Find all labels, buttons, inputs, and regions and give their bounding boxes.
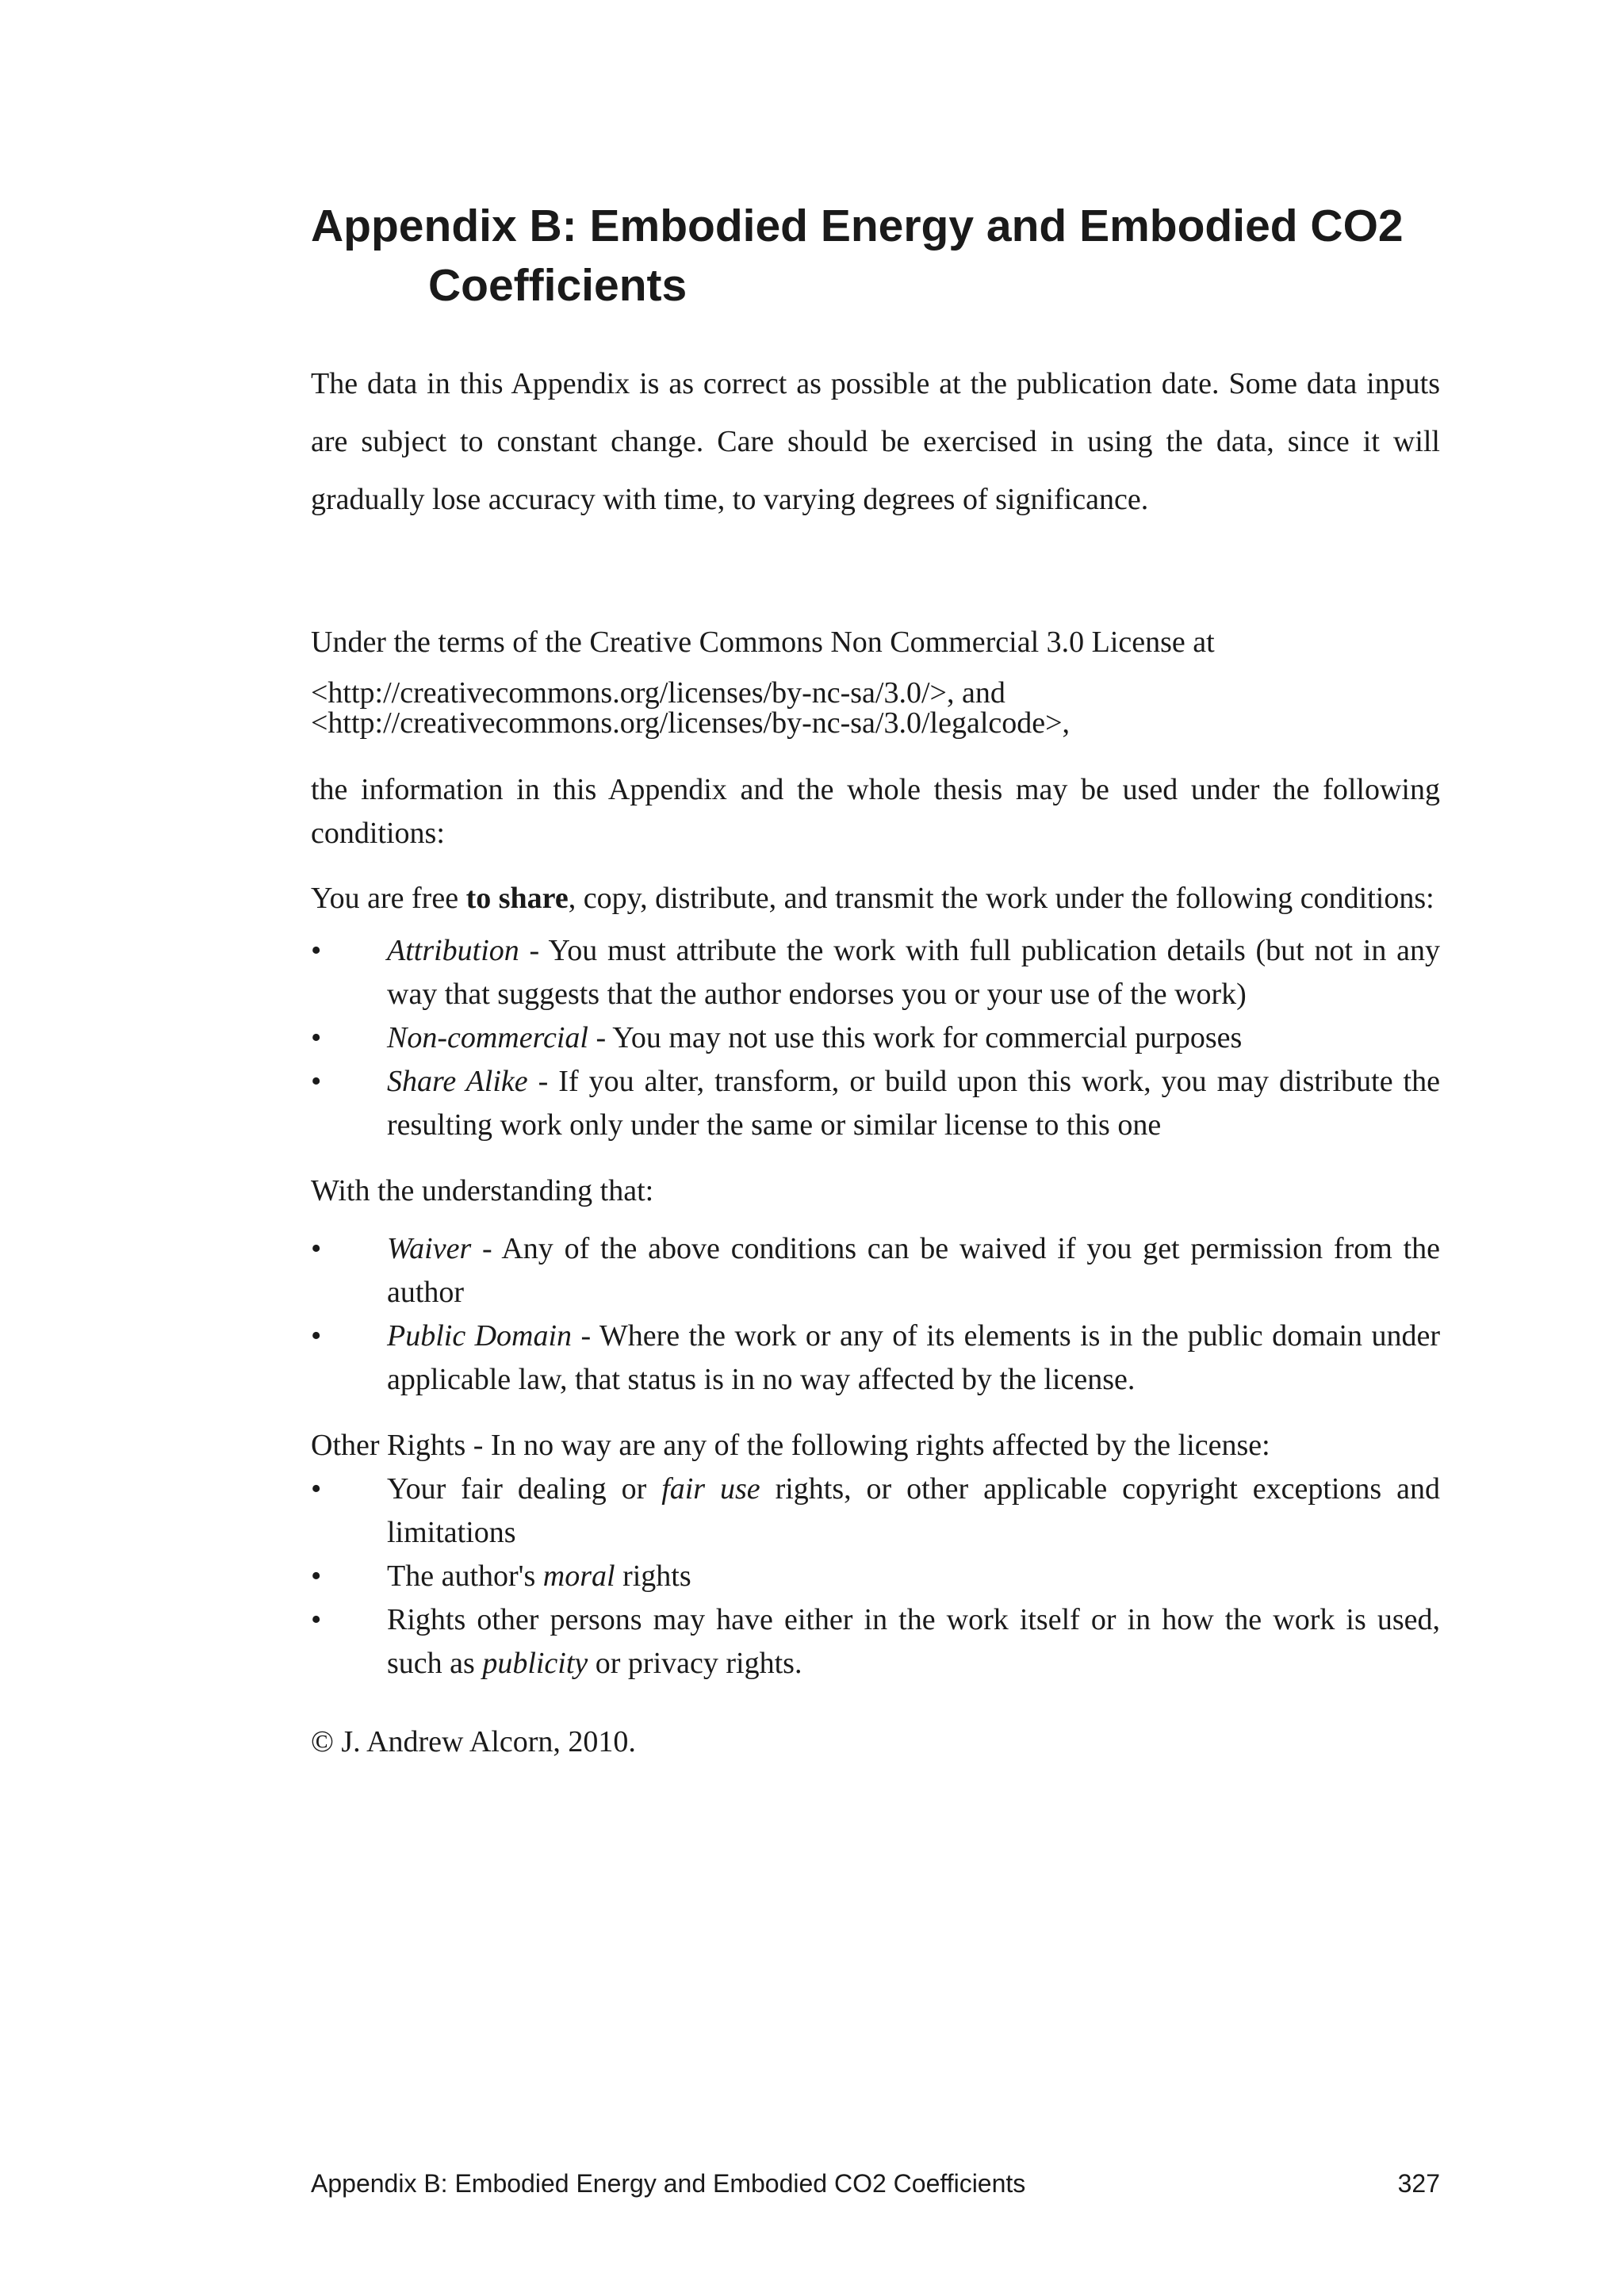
- right-pre: The author's: [387, 1559, 543, 1593]
- condition-term: Non-commercial: [387, 1021, 588, 1054]
- condition-text: - You must attribute the work with full publication details (but not in any way that suggests that the author endorses you or your use of the work): [387, 934, 1440, 1011]
- list-item: [311, 1468, 1440, 1555]
- condition-text: - If you alter, transform, or build upon this work, you may distribute the resulting work only under the same or similar license to this one: [387, 1065, 1440, 1142]
- license-url-1[interactable]: <http://creativecommons.org/licenses/by-nc-sa/3.0/>, and: [311, 676, 1005, 710]
- bullet: •: [311, 1603, 322, 1636]
- footer-title: Appendix B: Embodied Energy and Embodied CO2 Coefficients: [311, 2169, 1026, 2198]
- right-em: publicity: [482, 1647, 588, 1680]
- condition-term: Share Alike: [387, 1065, 528, 1098]
- understanding-text: - Any of the above conditions can be waived if you get permission from the author: [387, 1232, 1440, 1309]
- bullet: •: [311, 1559, 322, 1593]
- free-prefix: You are free: [311, 882, 466, 915]
- right-em: fair use: [661, 1472, 760, 1506]
- license-terms: Under the terms of the Creative Commons Non Commercial 3.0 License at: [311, 626, 1215, 659]
- list-item: [311, 1555, 1440, 1598]
- page-number: 327: [1397, 2169, 1440, 2198]
- understanding-term: Public Domain: [387, 1319, 573, 1353]
- understanding-text: - Where the work or any of its elements is in the public domain under applicable law, that status is in no way affected by the license.: [387, 1319, 1440, 1396]
- license-url-2[interactable]: <http://creativecommons.org/licenses/by-nc-sa/3.0/legalcode>,: [311, 706, 1071, 740]
- bullet: •: [311, 1021, 322, 1054]
- right-pre: Your fair dealing or: [387, 1472, 662, 1506]
- bullet: •: [311, 1319, 322, 1353]
- condition-term: Attribution: [387, 934, 519, 967]
- bullet: •: [311, 1065, 322, 1098]
- bullet: •: [311, 934, 322, 967]
- list-item: [311, 1314, 1440, 1402]
- bullet: •: [311, 1232, 322, 1265]
- list-item: [311, 1598, 1440, 1686]
- free-bold: to share: [465, 882, 569, 915]
- list-item: [311, 1227, 1440, 1314]
- list-item: [311, 1016, 1440, 1060]
- other-rights-list: [311, 1468, 1440, 1686]
- right-post: rights: [615, 1559, 691, 1593]
- license-urls: [311, 678, 1440, 738]
- bullet: •: [311, 1472, 322, 1506]
- free-suffix: , copy, distribute, and transmit the work under the following conditions:: [568, 882, 1434, 915]
- condition-text: - You may not use this work for commercial purposes: [588, 1021, 1243, 1054]
- appendix-title: Appendix B: Embodied Energy and Embodied CO2 Coefficients: [311, 201, 1404, 311]
- understanding-heading: With the understanding that:: [311, 1174, 654, 1207]
- intro-paragraph: The data in this Appendix is as correct as possible at the publication date. Some data inputs are subject to constant change. Care should be exercised in using the data, since it will gradually lose accuracy with time, to varying degrees of significance.: [311, 367, 1440, 516]
- free-to-share-paragraph: [311, 870, 1440, 928]
- usage-paragraph: the information in this Appendix and the whole thesis may be used under the following conditions:: [311, 773, 1440, 850]
- right-em: moral: [542, 1559, 615, 1593]
- understanding-list: [311, 1227, 1440, 1402]
- right-post: or privacy rights.: [588, 1647, 802, 1680]
- copyright-notice: © J. Andrew Alcorn, 2010.: [311, 1725, 636, 1758]
- right-post: rights, or other applicable copyright exceptions and limitations: [387, 1472, 1441, 1549]
- understanding-term: Waiver: [387, 1232, 472, 1265]
- list-item: [311, 929, 1440, 1016]
- other-rights-heading: Other Rights - In no way are any of the following rights affected by the license:: [311, 1429, 1270, 1462]
- right-pre: Rights other persons may have either in the work itself or in how the work is used, such as: [387, 1603, 1440, 1680]
- page-content: [311, 197, 1440, 1764]
- list-item: [311, 1060, 1440, 1147]
- conditions-list: [311, 929, 1440, 1147]
